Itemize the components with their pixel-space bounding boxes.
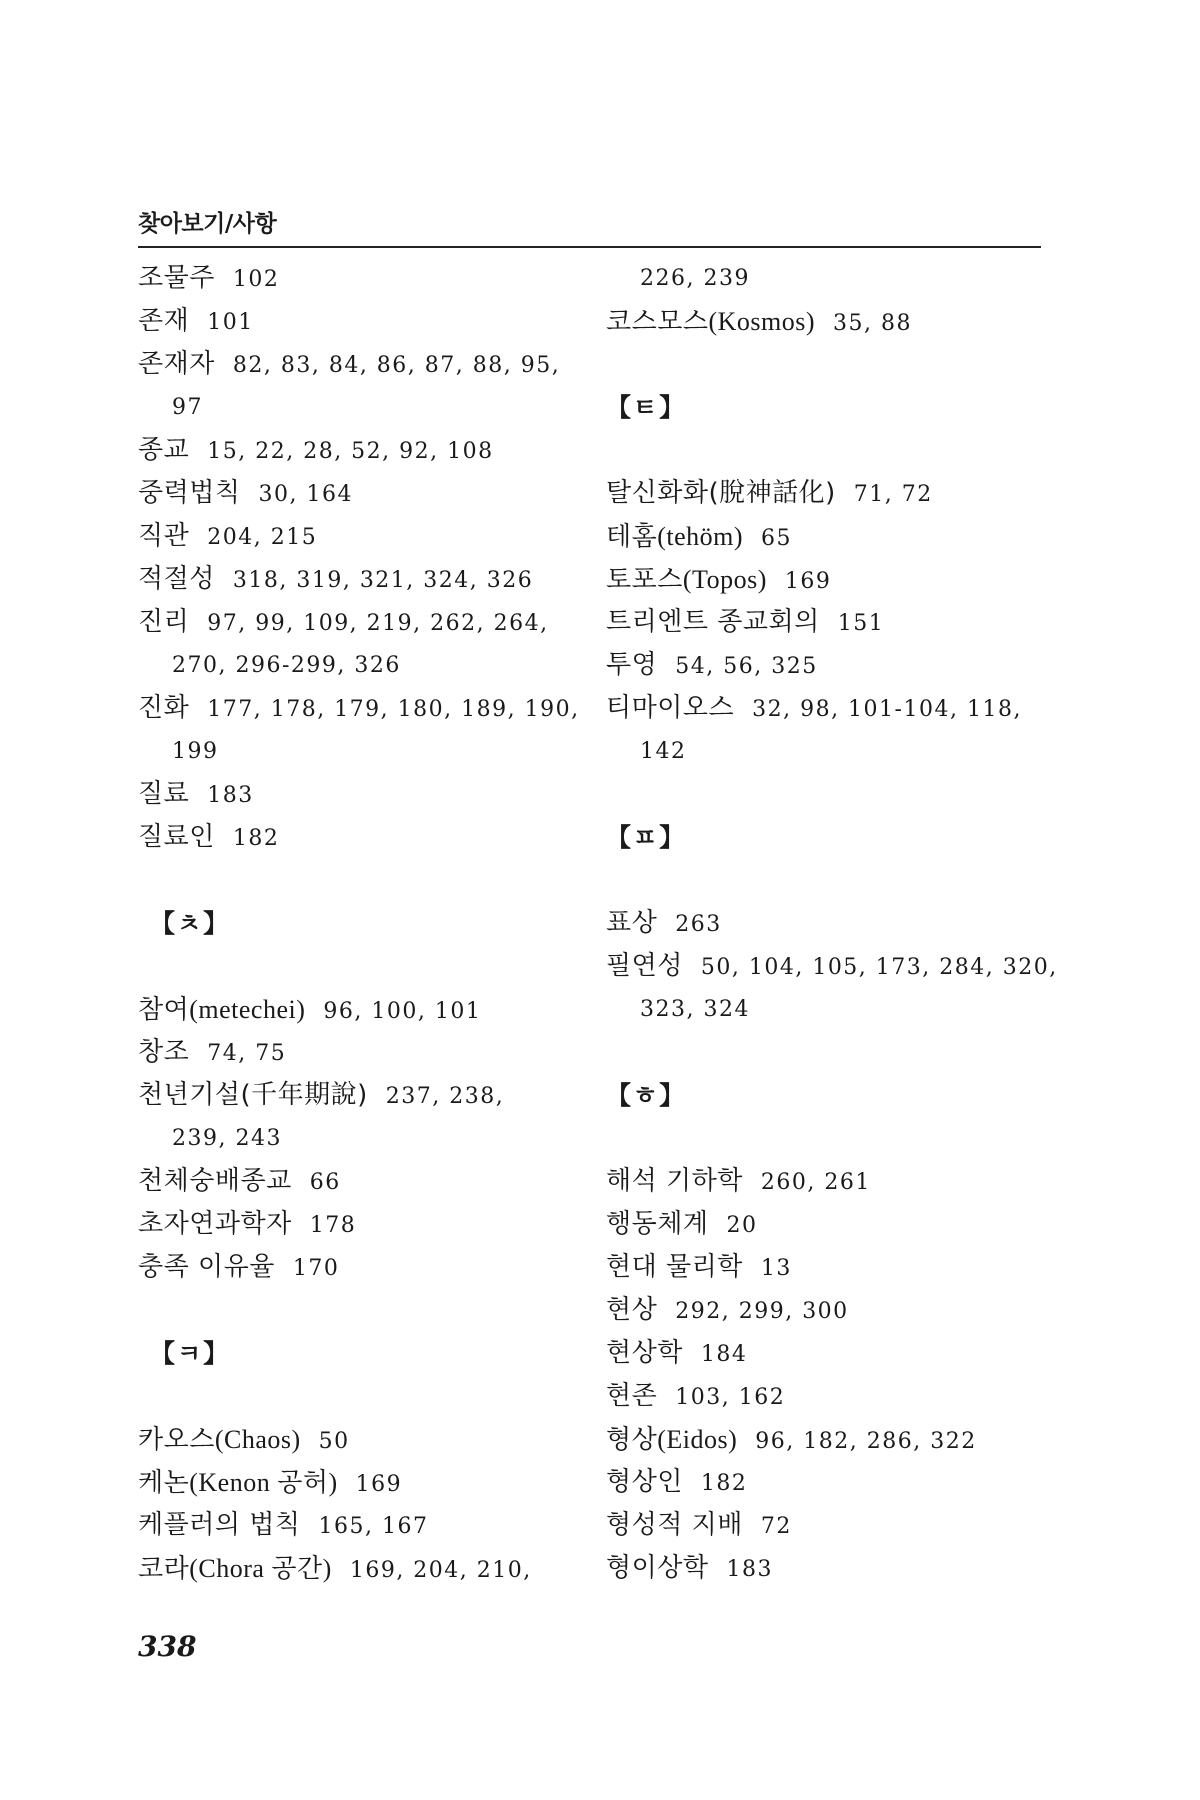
index-entry [138, 515, 578, 558]
entry-pages: 169 [784, 569, 832, 594]
section-heading [606, 386, 1046, 429]
index-entry [606, 300, 1046, 343]
index-entry [606, 558, 1046, 601]
entry-pages: 66 [309, 1170, 341, 1195]
entry-continuation: 323, 324 [640, 997, 750, 1022]
index-entry [606, 1160, 1046, 1203]
section-label: 【ㅍ】 [606, 823, 687, 852]
entry-term: 현상학 [606, 1338, 683, 1368]
index-entry [138, 773, 578, 816]
entry-pages: 169, 204, 210, [349, 1558, 532, 1583]
index-entry [138, 687, 578, 730]
entry-term: 투영 [606, 650, 658, 680]
entry-pages: 182 [232, 826, 280, 851]
section-label: 【ㅌ】 [606, 393, 687, 422]
entry-pages: 169 [355, 1472, 403, 1497]
entry-term: 케플러의 법칙 [138, 1510, 301, 1540]
spacer [138, 1375, 578, 1418]
index-entry [606, 472, 1046, 515]
entry-term: 질료인 [138, 822, 215, 852]
entry-continuation: 226, 239 [640, 266, 750, 291]
entry-pages: 74, 75 [207, 1041, 287, 1066]
index-entry [138, 343, 578, 386]
entry-pages: 82, 83, 84, 86, 87, 88, 95, [232, 353, 561, 378]
index-entry [138, 472, 578, 515]
entry-term: 천년기설(千年期說) [138, 1080, 368, 1110]
index-entry [606, 1375, 1046, 1418]
entry-term: 표상 [606, 908, 658, 938]
entry-pages: 20 [726, 1213, 758, 1238]
entry-continuation: 142 [640, 739, 687, 764]
index-entry [138, 1031, 578, 1074]
entry-term: 현대 물리학 [606, 1252, 743, 1282]
entry-pages: 30, 164 [258, 482, 353, 507]
entry-pages: 97, 99, 109, 219, 262, 264, [207, 611, 549, 636]
section-label: 【ㅎ】 [606, 1081, 687, 1110]
entry-pages: 318, 319, 321, 324, 326 [232, 568, 534, 593]
entry-term: 해석 기하학 [606, 1166, 743, 1196]
section-heading [606, 1074, 1046, 1117]
entry-term: 중력법칙 [138, 478, 241, 508]
index-entry [606, 902, 1046, 945]
entry-term: 충족 이유율 [138, 1252, 275, 1282]
index-entry [606, 687, 1046, 730]
entry-continuation: 270, 296-299, 326 [172, 653, 401, 678]
index-entry [606, 515, 1046, 558]
entry-pages: 13 [760, 1256, 792, 1281]
entry-pages: 96, 100, 101 [323, 999, 482, 1024]
entry-term: 행동체계 [606, 1209, 709, 1239]
index-entry [606, 1504, 1046, 1547]
entry-pages: 101 [207, 310, 254, 335]
spacer [138, 945, 578, 988]
entry-pages: 260, 261 [760, 1170, 871, 1195]
section-label: 【ㅊ】 [150, 909, 231, 938]
entry-term: 적절성 [138, 564, 215, 594]
index-entry [138, 1203, 578, 1246]
entry-pages: 72 [760, 1514, 792, 1539]
index-entry [138, 1160, 578, 1203]
index-entry [138, 1547, 578, 1590]
entry-continuation: 239, 243 [172, 1126, 282, 1151]
entry-pages: 204, 215 [207, 525, 318, 550]
entry-pages: 178 [309, 1213, 357, 1238]
entry-pages: 182 [700, 1471, 748, 1496]
section-heading [606, 816, 1046, 859]
entry-term: 조물주 [138, 263, 215, 293]
entry-term: 존재 [138, 306, 190, 336]
section-label: 【ㅋ】 [150, 1339, 231, 1368]
entry-pages: 184 [700, 1342, 748, 1367]
entry-pages: 165, 167 [318, 1514, 429, 1539]
spacer [606, 429, 1046, 472]
index-entry [606, 644, 1046, 687]
entry-pages: 50, 104, 105, 173, 284, 320, [700, 955, 1058, 980]
entry-pages: 292, 299, 300 [675, 1299, 849, 1324]
entry-term: 진리 [138, 607, 190, 637]
entry-term: 창조 [138, 1037, 190, 1067]
entry-term: 토포스(Topos) [606, 565, 767, 594]
index-entry [138, 1074, 578, 1117]
entry-term: 현존 [606, 1381, 658, 1411]
spacer [606, 1117, 1046, 1160]
entry-term: 초자연과학자 [138, 1209, 292, 1239]
entry-term: 티마이오스 [606, 693, 735, 723]
index-entry [138, 816, 578, 859]
index-entry [138, 558, 578, 601]
index-column-right [606, 257, 1058, 1590]
spacer [606, 859, 1046, 902]
entry-pages: 183 [207, 783, 254, 808]
entry-pages: 177, 178, 179, 180, 189, 190, [207, 697, 580, 722]
entry-term: 직관 [138, 521, 190, 551]
entry-pages: 32, 98, 101-104, 118, [752, 697, 1022, 722]
index-entry [606, 1418, 1046, 1461]
entry-term: 종교 [138, 435, 190, 465]
entry-term: 현상 [606, 1295, 658, 1325]
entry-term: 진화 [138, 693, 190, 723]
index-entry [606, 1547, 1046, 1590]
entry-pages: 263 [675, 912, 722, 937]
entry-term: 코라(Chora 공간) [138, 1554, 332, 1583]
entry-pages: 170 [292, 1256, 340, 1281]
entry-pages: 54, 56, 325 [675, 654, 818, 679]
entry-term: 필연성 [606, 951, 683, 981]
entry-term: 형상(Eidos) [606, 1425, 738, 1454]
entry-pages: 151 [837, 611, 885, 636]
index-entry [606, 945, 1058, 988]
page-number: 338 [138, 1630, 197, 1663]
entry-term: 형이상학 [606, 1553, 709, 1583]
spacer [606, 1031, 1046, 1074]
index-entry [606, 1461, 1046, 1504]
entry-pages: 15, 22, 28, 52, 92, 108 [207, 439, 494, 464]
entry-term: 질료 [138, 779, 190, 809]
entry-pages: 237, 238, [385, 1084, 505, 1109]
entry-pages: 35, 88 [833, 311, 913, 336]
entry-term: 테홈(tehöm) [606, 522, 744, 551]
entry-term: 형상인 [606, 1467, 683, 1497]
spacer [606, 343, 1046, 386]
index-entry [138, 988, 578, 1031]
index-entry [606, 1289, 1046, 1332]
index-column-left [138, 257, 578, 1590]
index-entry [138, 601, 578, 644]
entry-pages: 103, 162 [675, 1385, 786, 1410]
section-heading [138, 1332, 578, 1375]
index-entry [606, 1246, 1046, 1289]
index-entry [138, 1461, 578, 1504]
entry-term: 형성적 지배 [606, 1510, 743, 1540]
entry-term: 코스모스(Kosmos) [606, 307, 816, 336]
entry-continuation: 97 [172, 395, 203, 420]
entry-continuation: 199 [172, 739, 219, 764]
entry-term: 탈신화화(脫神話化) [606, 478, 836, 508]
running-header [138, 204, 1041, 248]
entry-pages: 65 [761, 526, 793, 551]
entry-pages: 96, 182, 286, 322 [755, 1429, 977, 1454]
spacer [138, 1289, 578, 1332]
section-heading [138, 902, 578, 945]
index-entry [138, 1504, 578, 1547]
entry-term: 참여(metechei) [138, 995, 306, 1024]
index-entry [606, 1203, 1046, 1246]
index-entry [138, 429, 578, 472]
entry-term: 존재자 [138, 349, 215, 379]
spacer [138, 859, 578, 902]
entry-term: 케논(Kenon 공허) [138, 1468, 338, 1497]
entry-term: 카오스(Chaos) [138, 1425, 301, 1454]
entry-pages: 183 [726, 1557, 773, 1582]
index-entry [606, 601, 1046, 644]
header-title: 찾아보기/사항 [138, 211, 277, 237]
entry-term: 천체숭배종교 [138, 1166, 292, 1196]
index-entry [606, 1332, 1046, 1375]
spacer [606, 773, 1046, 816]
entry-pages: 50 [318, 1429, 350, 1454]
index-entry [138, 300, 578, 343]
index-entry [138, 1246, 578, 1289]
entry-term: 트리엔트 종교회의 [606, 607, 820, 637]
index-entry [138, 1418, 578, 1461]
entry-pages: 102 [232, 267, 280, 292]
index-entry [138, 257, 578, 300]
entry-pages: 71, 72 [853, 482, 933, 507]
